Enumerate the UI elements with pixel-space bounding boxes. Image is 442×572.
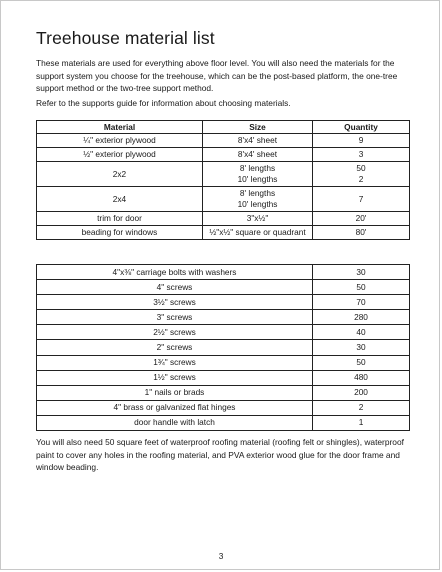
size-line: ½"x½" square or quadrant <box>209 227 306 237</box>
item-cell: 3" screws <box>37 310 313 325</box>
size-line: 8'x4' sheet <box>237 135 278 145</box>
size-line: 8' lengths <box>239 188 276 198</box>
quantity-line: 80' <box>355 227 367 237</box>
hardware-table <box>36 264 410 431</box>
item-cell: 4" screws <box>37 280 313 295</box>
table-row <box>37 400 410 415</box>
table-row <box>37 148 410 162</box>
material-column-header: Material <box>37 121 203 134</box>
table-row <box>37 212 410 226</box>
size-line: 10' lengths <box>237 199 278 209</box>
table-row <box>37 325 410 340</box>
quantity-cell: 480 <box>313 370 410 385</box>
table-row <box>37 226 410 240</box>
size-cell <box>203 148 313 162</box>
quantity-line: 50 <box>356 163 366 173</box>
item-cell: 1" nails or brads <box>37 385 313 400</box>
page-number: 3 <box>218 551 224 561</box>
material-cell: 2x4 <box>37 187 203 212</box>
size-line: 8'x4' sheet <box>237 149 278 159</box>
intro-paragraph: These materials are used for everything above floor level. You will also need the materials for the support system you choose for the treehouse, which can be the post-based platform, the one-tree support method or the two-tree support method. <box>36 58 398 94</box>
item-cell: 2½" screws <box>37 325 313 340</box>
size-cell <box>203 162 313 187</box>
page-title: Treehouse material list <box>36 28 215 48</box>
quantity-cell: 50 <box>313 355 410 370</box>
quantity-cell <box>313 148 410 162</box>
quantity-cell: 30 <box>313 265 410 280</box>
quantity-cell: 50 <box>313 280 410 295</box>
table-row <box>37 134 410 148</box>
quantity-cell: 40 <box>313 325 410 340</box>
material-cell: ½" exterior plywood <box>37 148 203 162</box>
quantity-cell: 200 <box>313 385 410 400</box>
size-cell <box>203 226 313 240</box>
table-row <box>37 187 410 212</box>
size-line: 3"x½" <box>246 213 269 223</box>
quantity-line: 9 <box>358 135 364 145</box>
item-cell: door handle with latch <box>37 415 313 430</box>
quantity-cell <box>313 134 410 148</box>
quantity-line: 3 <box>358 149 364 159</box>
table-row <box>37 310 410 325</box>
table-row <box>37 415 410 430</box>
item-cell: 4" brass or galvanized flat hinges <box>37 400 313 415</box>
quantity-cell: 1 <box>313 415 410 430</box>
size-column-header: Size <box>203 121 313 134</box>
table-row <box>37 370 410 385</box>
table-row <box>37 265 410 280</box>
item-cell: 3½" screws <box>37 295 313 310</box>
table-row <box>37 385 410 400</box>
quantity-cell <box>313 162 410 187</box>
material-cell: beading for windows <box>37 226 203 240</box>
item-cell: 2" screws <box>37 340 313 355</box>
quantity-cell: 2 <box>313 400 410 415</box>
quantity-cell: 280 <box>313 310 410 325</box>
table-row <box>37 340 410 355</box>
quantity-column-header: Quantity <box>313 121 410 134</box>
quantity-line: 7 <box>358 193 364 204</box>
materials-header-row <box>37 121 410 134</box>
quantity-cell: 70 <box>313 295 410 310</box>
item-cell: 4"x⅜" carriage bolts with washers <box>37 265 313 280</box>
material-cell: ¼" exterior plywood <box>37 134 203 148</box>
item-cell: 1¾" screws <box>37 355 313 370</box>
footer-note: You will also need 50 square feet of waterproof roofing material (roofing felt or shingles), waterproof paint to cover any holes in the roofing material, and PVA exterior wood glue for the door frame and window beading. <box>36 437 404 473</box>
quantity-cell <box>313 226 410 240</box>
quantity-line: 2 <box>358 174 364 184</box>
size-cell <box>203 134 313 148</box>
table-row <box>37 295 410 310</box>
materials-table <box>36 120 410 240</box>
table-row <box>37 162 410 187</box>
quantity-cell <box>313 212 410 226</box>
refer-paragraph: Refer to the supports guide for information about choosing materials. <box>36 98 291 108</box>
size-cell <box>203 187 313 212</box>
size-cell <box>203 212 313 226</box>
size-line: 8' lengths <box>239 163 276 173</box>
table-row <box>37 280 410 295</box>
quantity-line: 20' <box>355 213 367 223</box>
size-line: 10' lengths <box>237 174 278 184</box>
table-row <box>37 355 410 370</box>
material-cell: 2x2 <box>37 162 203 187</box>
item-cell: 1½" screws <box>37 370 313 385</box>
quantity-cell <box>313 187 410 212</box>
material-cell: trim for door <box>37 212 203 226</box>
quantity-cell: 30 <box>313 340 410 355</box>
